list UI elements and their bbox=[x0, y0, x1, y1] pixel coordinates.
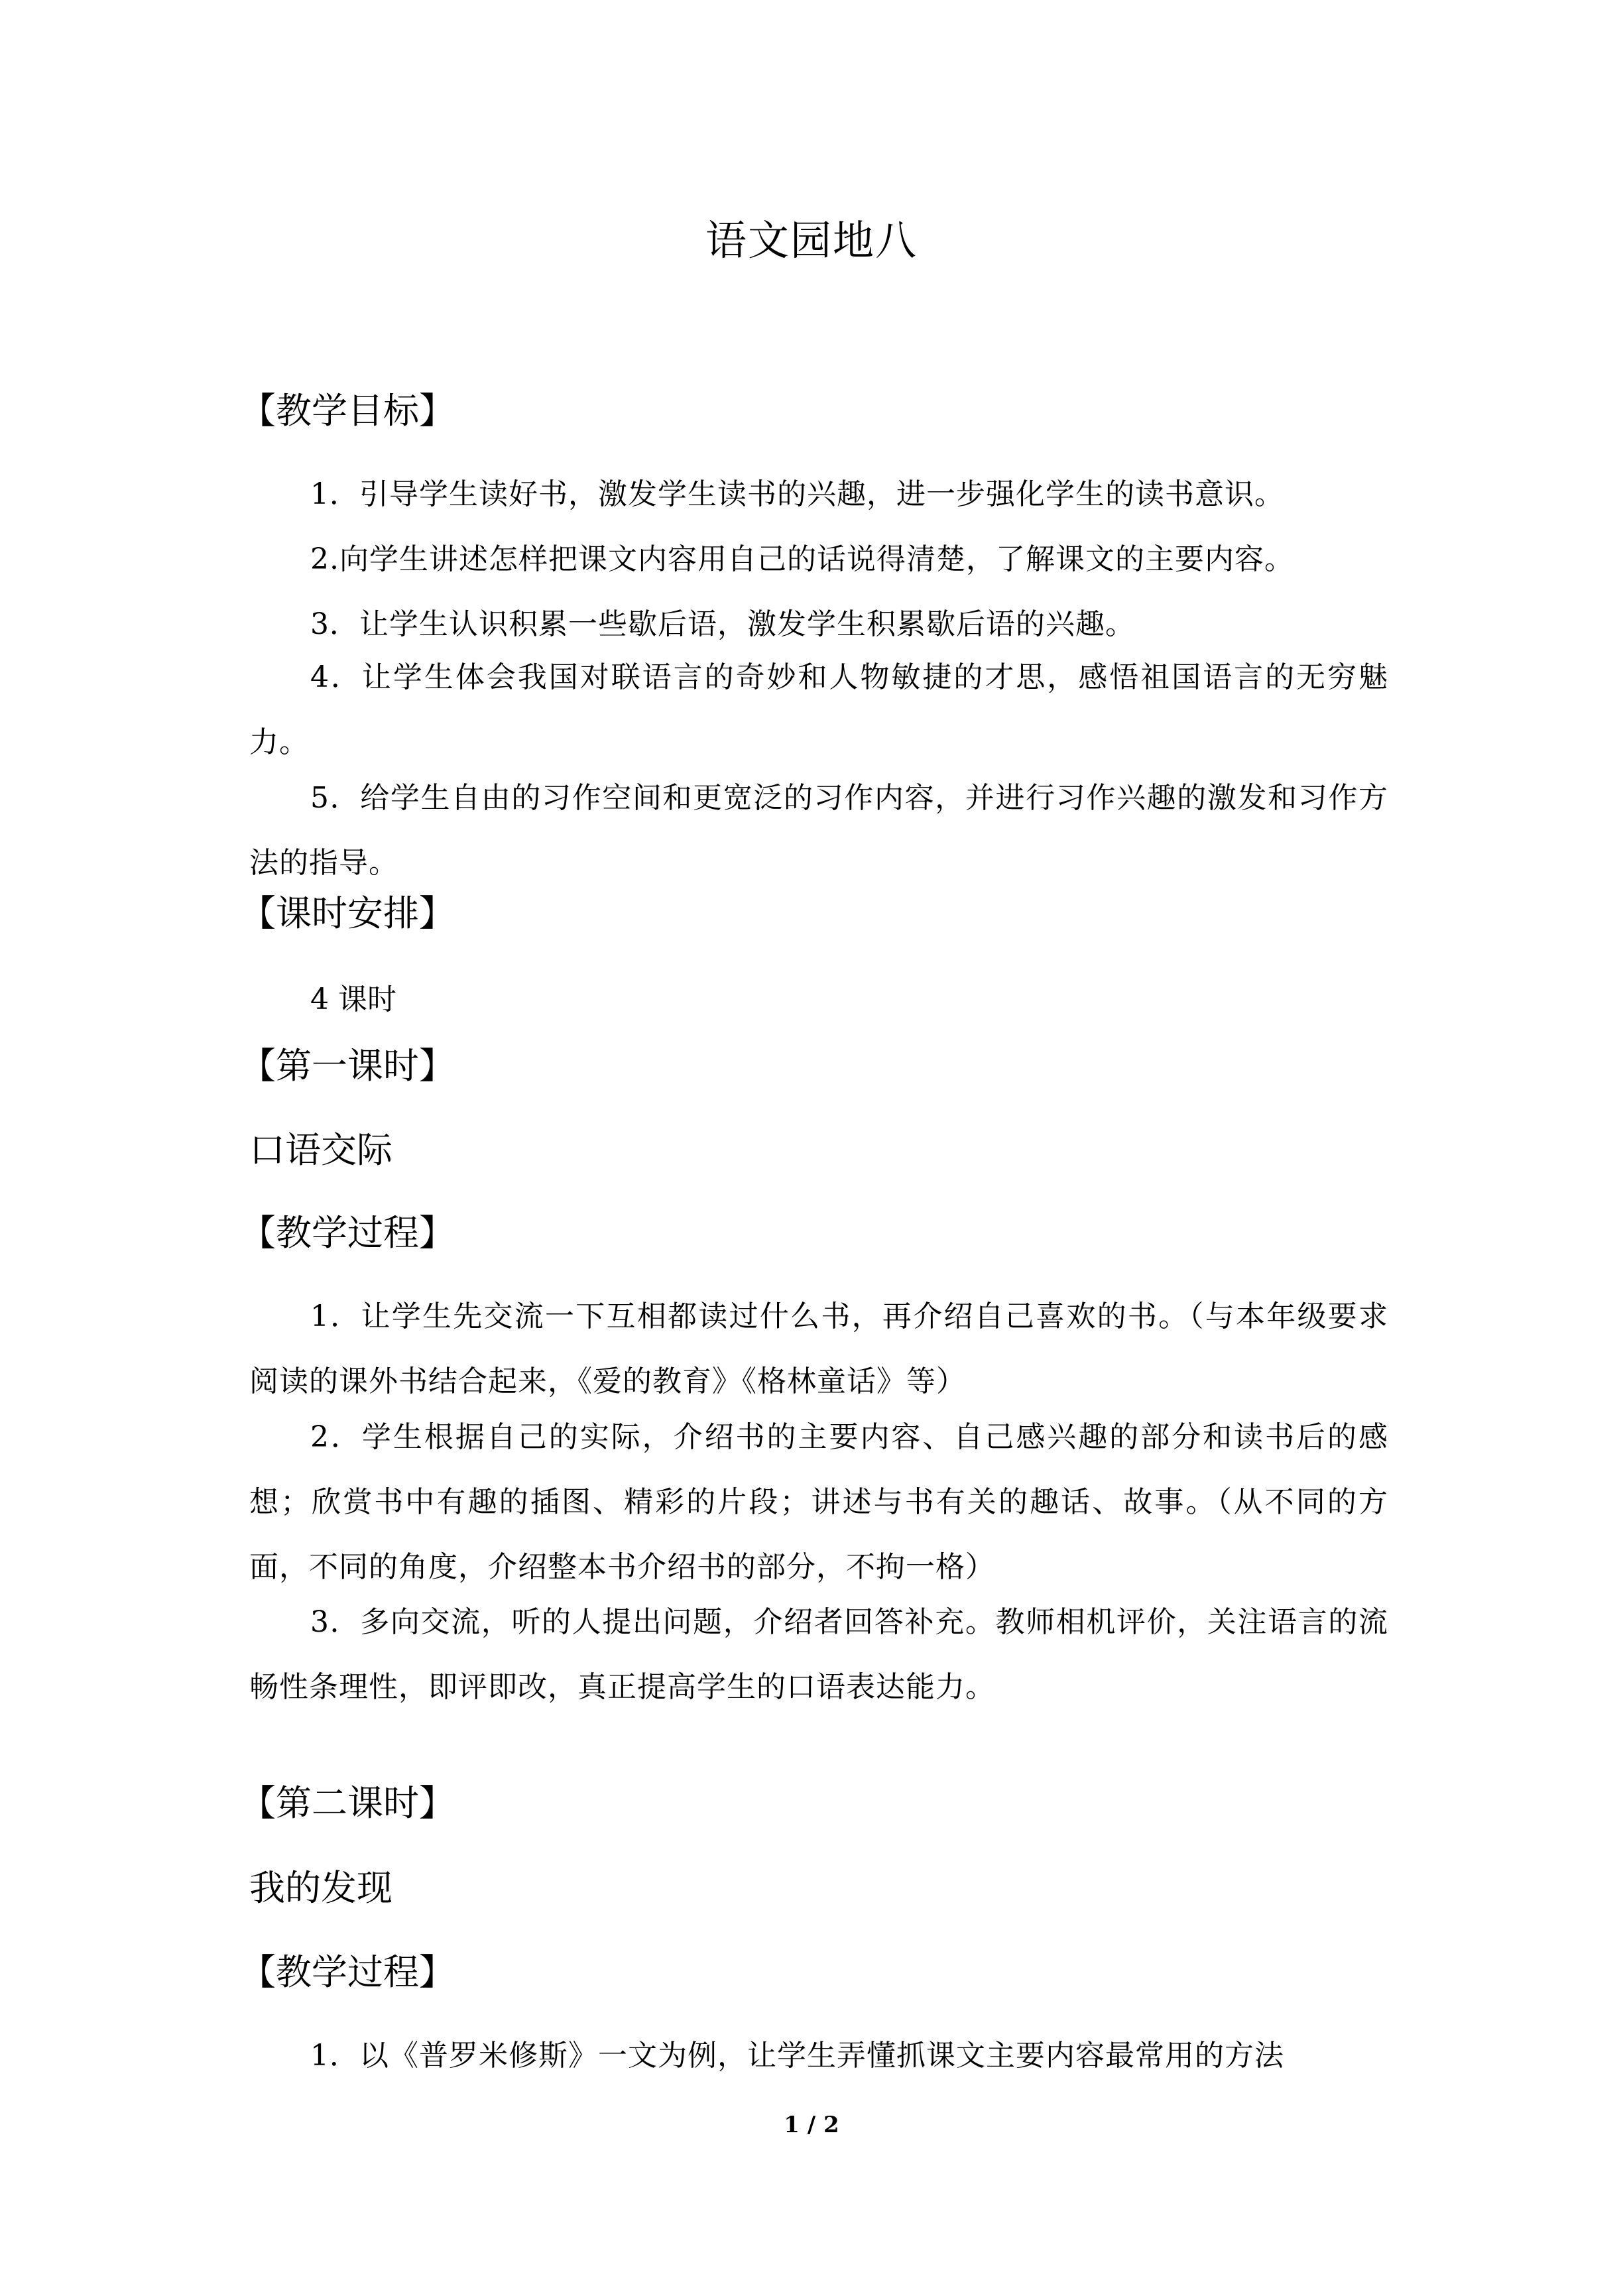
lesson1-heading: 【第一课时】 bbox=[240, 1045, 455, 1087]
lesson2-process-item: 1．以《普罗米修斯》一文为例，让学生弄懂抓课文主要内容最常用的方法 bbox=[310, 2039, 1284, 2073]
objective-item: 5．给学生自由的习作空间和更宽泛的习作内容，并进行习作兴趣的激发和习作方法的指导。 bbox=[249, 781, 1388, 880]
schedule-text: 4 课时 bbox=[310, 983, 396, 1016]
page-indicator: 1 / 2 bbox=[784, 2112, 839, 2138]
lesson1-topic: 口语交际 bbox=[249, 1129, 392, 1171]
document-title: 语文园地八 bbox=[705, 216, 918, 265]
lesson1-process-item: 3．多向交流，听的人提出问题，介绍者回答补充。教师相机评价，关注语言的流畅性条理性，即评即改，真正提高学生的口语表达能力。 bbox=[249, 1605, 1388, 1704]
lesson2-topic: 我的发现 bbox=[249, 1867, 392, 1909]
schedule-heading: 【课时安排】 bbox=[240, 892, 455, 934]
lesson1-process-item: 2．学生根据自己的实际，介绍书的主要内容、自己感兴趣的部分和读书后的感想；欣赏书中有趣的插图、精彩的片段；讲述与书有关的趣话、故事。（从不同的方面，不同的角度，介绍整本书介绍书的部分，不拘一格） bbox=[249, 1420, 1388, 1584]
objectives-heading: 【教学目标】 bbox=[240, 390, 455, 432]
objective-item: 2.向学生讲述怎样把课文内容用自己的话说得清楚，了解课文的主要内容。 bbox=[310, 542, 1294, 576]
objective-item: 4．让学生体会我国对联语言的奇妙和人物敏捷的才思，感悟祖国语言的无穷魅力。 bbox=[249, 660, 1388, 759]
lesson2-heading: 【第二课时】 bbox=[240, 1782, 455, 1824]
objective-item: 1．引导学生读好书，激发学生读书的兴趣，进一步强化学生的读书意识。 bbox=[310, 477, 1284, 511]
lesson1-process-heading: 【教学过程】 bbox=[240, 1212, 455, 1254]
lesson1-process-item: 1．让学生先交流一下互相都读过什么书，再介绍自己喜欢的书。（与本年级要求阅读的课外书结合起来，《爱的教育》《格林童话》等） bbox=[249, 1299, 1388, 1398]
lesson2-process-heading: 【教学过程】 bbox=[240, 1951, 455, 1993]
objective-item: 3．让学生认识积累一些歇后语，激发学生积累歇后语的兴趣。 bbox=[310, 607, 1135, 641]
